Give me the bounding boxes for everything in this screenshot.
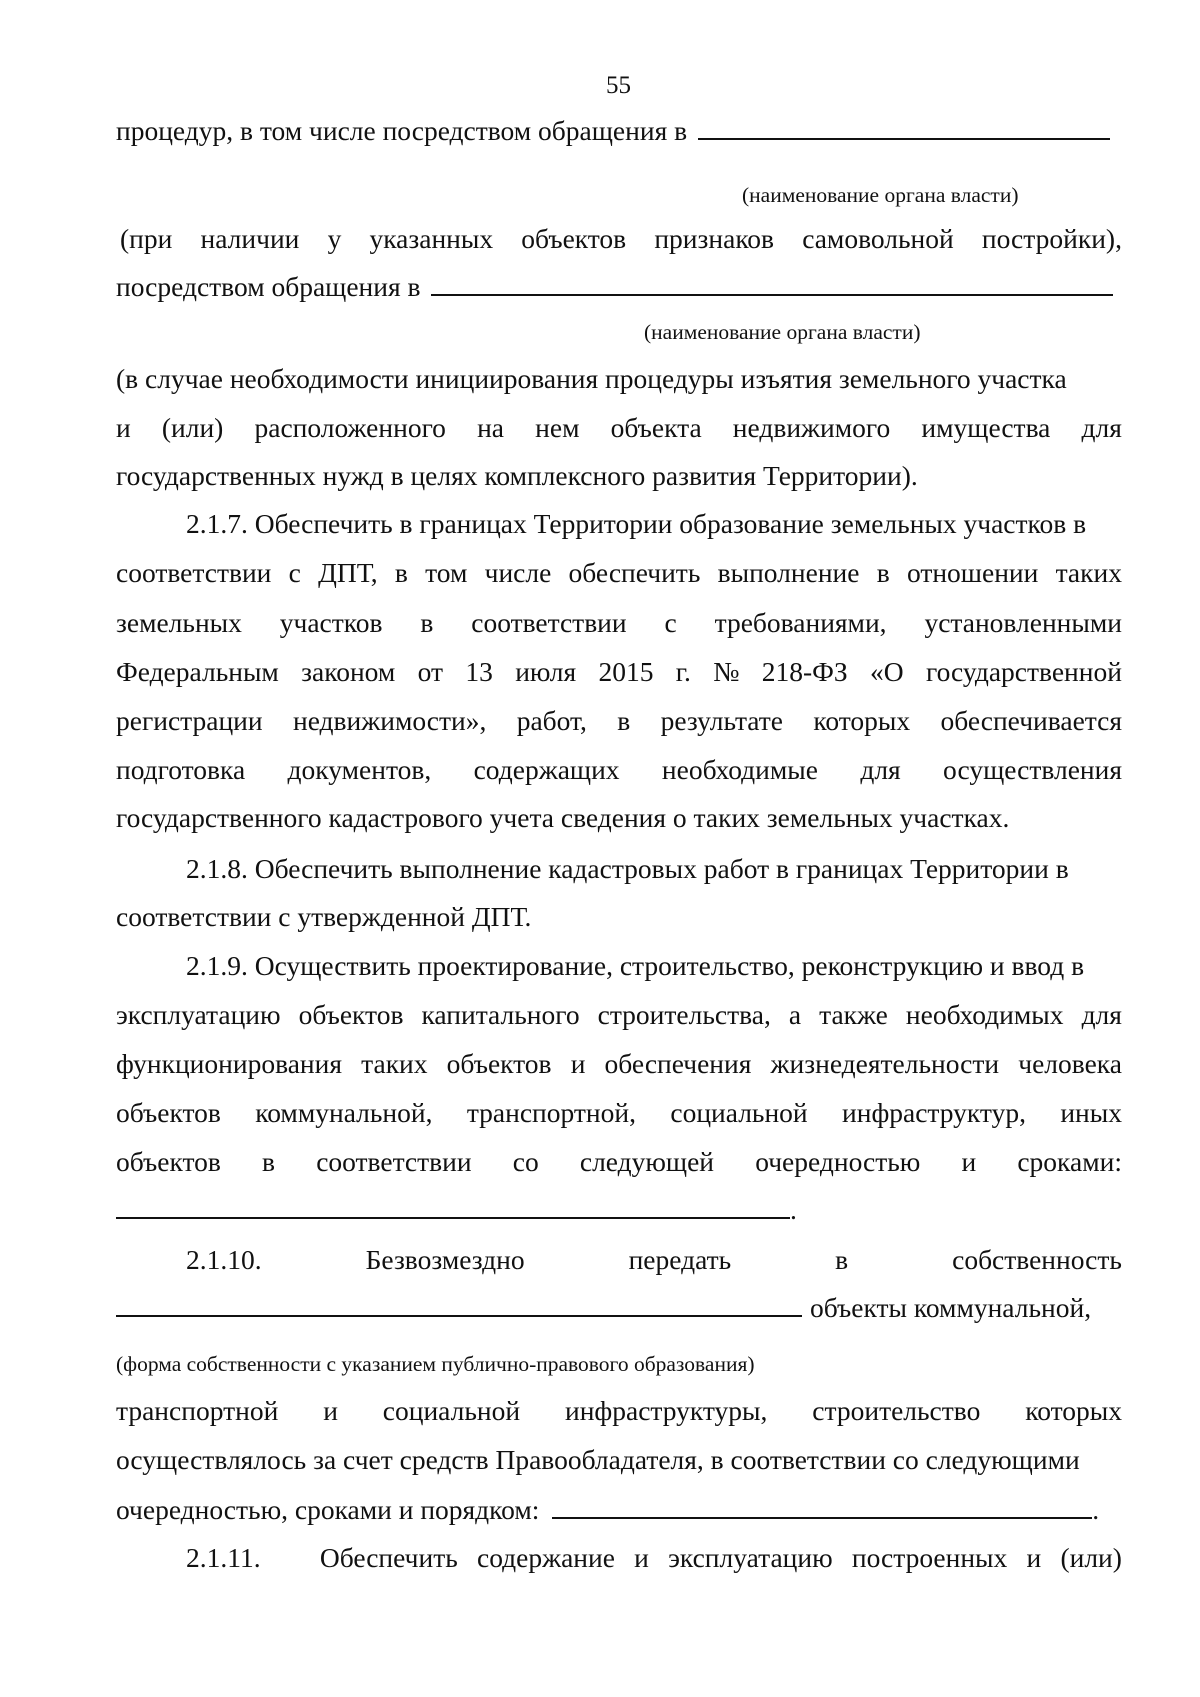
word: таких <box>1055 557 1122 588</box>
fill-in-blank[interactable] <box>552 1491 1092 1519</box>
text-line <box>116 753 1122 787</box>
paragraph-start-2-1-7: 2.1.7. Обеспечить в границах Территории образование земельных участков в <box>186 508 1087 539</box>
paragraph-start-2-1-11 <box>186 1541 1122 1575</box>
text-line <box>116 1047 1122 1081</box>
word: построенных <box>851 1542 1008 1573</box>
word: коммунальной, <box>255 1097 433 1128</box>
word: функционирования <box>116 1048 342 1079</box>
word: очередностью <box>755 1146 921 1177</box>
word: документов, <box>287 754 432 785</box>
word: для <box>1081 999 1122 1030</box>
fill-in-blank[interactable] <box>698 112 1110 140</box>
word: соответствии <box>116 557 272 588</box>
text-line <box>120 222 1122 256</box>
word: и <box>323 1395 338 1426</box>
word: которых <box>1025 1395 1122 1426</box>
word: Федеральным <box>116 656 279 687</box>
word: собственность <box>952 1244 1122 1275</box>
field-caption: (наименование органа власти) <box>742 183 1019 207</box>
word: также <box>819 999 888 1030</box>
word: имущества <box>921 412 1051 443</box>
text-line <box>116 1191 1122 1227</box>
word: подготовка <box>116 754 246 785</box>
word: транспортной, <box>466 1097 636 1128</box>
line-text: . <box>1092 1494 1100 1525</box>
word: государственной <box>925 656 1122 687</box>
line-text: очередностью, сроками и порядком: <box>116 1494 540 1525</box>
word: для <box>860 754 901 785</box>
line-text: . <box>790 1194 797 1225</box>
word: со <box>512 1146 539 1177</box>
word: соответствии <box>316 1146 472 1177</box>
word: обеспечивается <box>940 705 1122 736</box>
word: установленными <box>924 607 1122 638</box>
fill-in-blank[interactable] <box>431 268 1113 296</box>
word: с <box>288 557 301 588</box>
word: участков <box>279 607 383 638</box>
word: социальной <box>382 1395 521 1426</box>
word: а <box>788 999 802 1030</box>
word: 218-ФЗ <box>761 656 848 687</box>
text-line <box>116 268 1122 304</box>
word: объектов <box>116 1146 221 1177</box>
text-line <box>116 1491 1122 1527</box>
word: недвижимости», <box>292 705 487 736</box>
word: и <box>570 1048 586 1079</box>
word: требованиями, <box>714 607 887 638</box>
text-line: государственного кадастрового учета сведения о таких земельных участках. <box>116 802 1010 833</box>
word: объектов <box>116 1097 221 1128</box>
text-line <box>116 411 1122 445</box>
word: жизнедеятельности <box>770 1048 1000 1079</box>
word: передать <box>628 1244 732 1275</box>
fill-in-blank[interactable] <box>116 1289 802 1317</box>
word: эксплуатацию <box>116 999 281 1030</box>
word: Безвозмездно <box>365 1244 525 1275</box>
word: (или) <box>161 412 224 443</box>
text-line <box>116 556 1122 590</box>
text-line: осуществлялось за счет средств Правообладателя, в соответствии со следующими <box>116 1444 1080 1475</box>
paragraph-start-2-1-8: 2.1.8. Обеспечить выполнение кадастровых работ в границах Территории в <box>186 853 1069 884</box>
word: (при <box>120 223 173 254</box>
word: содержащих <box>473 754 620 785</box>
word: в <box>617 705 631 736</box>
word: законом <box>301 656 396 687</box>
word: самовольной <box>802 223 954 254</box>
word: строительство <box>812 1395 981 1426</box>
word: числе <box>484 557 552 588</box>
text-line <box>116 112 1122 148</box>
word: эксплуатацию <box>668 1542 833 1573</box>
word: в <box>420 607 434 638</box>
word: объекта <box>610 412 702 443</box>
word: человека <box>1018 1048 1122 1079</box>
word: инфраструктуры, <box>564 1395 768 1426</box>
word: земельных <box>116 607 242 638</box>
word: и <box>116 412 131 443</box>
word: наличии <box>200 223 300 254</box>
word: и <box>1026 1542 1042 1573</box>
word: в <box>876 557 890 588</box>
word: результате <box>660 705 784 736</box>
word: у <box>327 223 342 254</box>
text-line: государственных нужд в целях комплексного развития Территории). <box>116 460 918 491</box>
word: недвижимого <box>732 412 891 443</box>
word: иных <box>1060 1097 1122 1128</box>
word: и <box>961 1146 977 1177</box>
word: 2.1.10. <box>186 1244 262 1275</box>
text-line <box>116 655 1122 689</box>
line-text: объекты коммунальной, <box>810 1292 1092 1323</box>
text-line <box>116 704 1122 738</box>
text-line <box>116 1394 1122 1428</box>
word: работ, <box>516 705 587 736</box>
word: необходимых <box>905 999 1064 1030</box>
word: таких <box>361 1048 428 1079</box>
line-text: процедур, в том числе посредством обращения в <box>116 115 688 146</box>
word: том <box>425 557 468 588</box>
word: (или) <box>1060 1542 1122 1573</box>
word: признаков <box>654 223 775 254</box>
word: г. <box>675 656 691 687</box>
word: № <box>713 656 740 687</box>
word: 13 <box>465 656 493 687</box>
line-text: посредством обращения в <box>116 271 421 302</box>
word: для <box>1081 412 1122 443</box>
word: июля <box>515 656 577 687</box>
word: объектов <box>298 999 404 1030</box>
field-caption: (форма собственности с указанием публично-правового образования) <box>116 1352 755 1376</box>
word: от <box>417 656 444 687</box>
word: «О <box>870 656 904 687</box>
word: транспортной <box>116 1395 279 1426</box>
text-line: соответствии с утвержденной ДПТ. <box>116 901 532 932</box>
text-line <box>116 1289 1122 1325</box>
word: Обеспечить <box>319 1542 458 1573</box>
text-line <box>116 1096 1122 1130</box>
word: строительства, <box>597 999 771 1030</box>
text-line <box>116 606 1122 640</box>
text-line <box>116 998 1122 1032</box>
word: сроками: <box>1017 1146 1122 1177</box>
word: 2.1.11. <box>186 1542 261 1573</box>
word: обеспечения <box>604 1048 752 1079</box>
word: в <box>835 1244 849 1275</box>
word: нем <box>535 412 580 443</box>
word: 2015 <box>598 656 654 687</box>
word: объектов <box>521 223 627 254</box>
word: инфраструктур, <box>842 1097 1026 1128</box>
word: постройки), <box>981 223 1122 254</box>
word: необходимые <box>661 754 818 785</box>
word: в <box>394 557 408 588</box>
word: расположенного <box>254 412 446 443</box>
paragraph-start-2-1-9: 2.1.9. Осуществить проектирование, строительство, реконструкцию и ввод в <box>186 950 1085 981</box>
word: регистрации <box>116 705 263 736</box>
word: соответствии <box>471 607 627 638</box>
word: с <box>664 607 677 638</box>
word: социальной <box>670 1097 808 1128</box>
field-caption: (наименование органа власти) <box>644 320 921 344</box>
page-number: 55 <box>606 72 631 99</box>
word: следующей <box>579 1146 715 1177</box>
word: объектов <box>446 1048 552 1079</box>
word: осуществления <box>943 754 1122 785</box>
word: которых <box>813 705 911 736</box>
word: отношении <box>906 557 1039 588</box>
word: в <box>262 1146 276 1177</box>
paragraph-start-2-1-10 <box>186 1243 1122 1277</box>
word: капитального <box>421 999 580 1030</box>
fill-in-blank[interactable] <box>116 1191 790 1219</box>
word: содержание <box>476 1542 615 1573</box>
word: выполнение <box>717 557 860 588</box>
word: и <box>634 1542 649 1573</box>
word: на <box>477 412 504 443</box>
word: указанных <box>369 223 494 254</box>
text-line <box>116 1145 1122 1179</box>
word: ДПТ, <box>318 557 378 588</box>
text-line: (в случае необходимости инициирования процедуры изъятия земельного участка <box>116 363 1067 394</box>
word: обеспечить <box>568 557 701 588</box>
